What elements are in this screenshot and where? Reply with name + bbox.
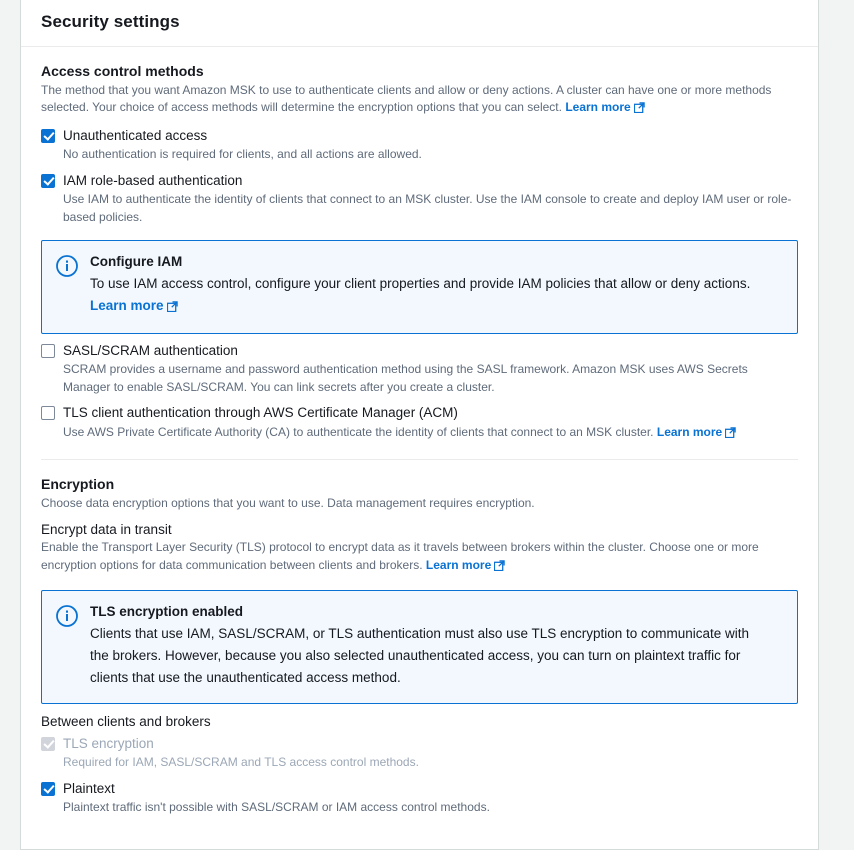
external-link-icon <box>494 559 505 576</box>
checkbox-tls-client-authentication-label: TLS client authentication through AWS Certificate Manager (ACM) <box>63 405 458 421</box>
checkbox-tls-encryption <box>41 737 55 751</box>
tls-client-authentication-learn-more-link[interactable]: Learn more <box>656 424 723 439</box>
checkbox-plaintext-text <box>63 780 798 817</box>
encryption-title: Encryption <box>41 476 115 493</box>
checkbox-unauthenticated-access-description: No authentication is required for clients, and all actions are allowed. <box>63 147 422 162</box>
checkbox-plaintext[interactable] <box>41 782 55 796</box>
checkbox-plaintext-label: Plaintext <box>63 780 115 796</box>
external-link-icon <box>725 426 736 443</box>
access-control-description <box>41 82 793 119</box>
access-control-learn-more-link[interactable]: Learn more <box>565 100 631 115</box>
checkbox-sasl-scram-authentication-description: SCRAM provides a username and password authentication method using the SASL framework. Amazon MSK uses AWS Secrets Manager to enable SASL/SCRAM. You can link secrets after you create a cluster. <box>63 362 748 394</box>
checkbox-row-tls-client-authentication[interactable] <box>41 404 798 443</box>
encryption-learn-more-link[interactable]: Learn more <box>425 557 492 572</box>
tls-encryption-info-alert <box>41 590 798 704</box>
checkbox-tls-client-authentication[interactable] <box>41 406 55 420</box>
configure-iam-learn-more-link[interactable]: Learn more <box>90 297 164 313</box>
tls-encryption-alert-title: TLS encryption enabled <box>90 604 244 620</box>
checkbox-iam-role-based-authentication[interactable] <box>41 174 55 188</box>
configure-iam-alert-body <box>90 254 783 319</box>
checkbox-sasl-scram-authentication-label: SASL/SCRAM authentication <box>63 342 238 358</box>
checkbox-tls-client-authentication-text <box>63 404 798 443</box>
encrypt-data-in-transit-description-text: Enable the Transport Layer Security (TLS) protocol to encrypt data as it travels between brokers within the cluster. Choose one or more encryption options for data communication between clients and brokers. <box>41 540 759 572</box>
info-icon <box>56 255 78 277</box>
security-settings-panel <box>20 0 819 850</box>
configure-iam-alert-message: To use IAM access control, configure your client properties and provide IAM policies that allow or deny actions. <box>90 276 751 292</box>
checkbox-sasl-scram-authentication[interactable] <box>41 344 55 358</box>
checkbox-sasl-scram-authentication-text <box>63 342 798 396</box>
checkbox-iam-role-based-authentication-text <box>63 172 798 226</box>
page-title: Security settings <box>41 12 180 31</box>
checkbox-tls-encryption-description: Required for IAM, SASL/SCRAM and TLS access control methods. <box>63 755 419 770</box>
external-link-icon <box>167 297 178 319</box>
checkbox-tls-encryption-text <box>63 735 798 772</box>
tls-encryption-alert-text: Clients that use IAM, SASL/SCRAM, or TLS authentication must also use TLS encryption to communicate with the brokers. However, because you also selected unauthenticated access, you can turn on plaintext traffic for clients that use the unauthenticated access method. <box>90 626 750 685</box>
checkbox-unauthenticated-access-label: Unauthenticated access <box>63 127 208 143</box>
checkbox-unauthenticated-access[interactable] <box>41 129 55 143</box>
checkbox-tls-client-authentication-description-text: Use AWS Private Certificate Authority (CA) to authenticate the identity of clients that connect to an MSK cluster. <box>63 424 654 439</box>
checkbox-row-iam-role-based-authentication[interactable] <box>41 172 798 226</box>
panel-header <box>21 0 818 47</box>
checkbox-row-plaintext[interactable] <box>41 780 798 817</box>
access-control-description-text: The method that you want Amazon MSK to use to authenticate clients and allow or deny actions. A cluster can have one or more methods selected. Your choice of access methods will determine the encryption options that you can select. <box>41 83 772 115</box>
access-control-section <box>21 47 818 460</box>
checkbox-tls-client-authentication-description <box>63 424 798 443</box>
checkbox-unauthenticated-access-text <box>63 127 798 164</box>
checkbox-row-tls-encryption <box>41 735 798 772</box>
checkbox-iam-role-based-authentication-label: IAM role-based authentication <box>63 172 243 188</box>
checkbox-plaintext-description: Plaintext traffic isn't possible with SASL/SCRAM or IAM access control methods. <box>63 800 490 815</box>
access-control-title: Access control methods <box>41 63 204 79</box>
tls-encryption-alert-body <box>90 604 783 689</box>
checkbox-iam-role-based-authentication-description: Use IAM to authenticate the identity of clients that connect to an MSK cluster. Use the IAM console to create and deploy IAM user or role-based policies. <box>63 192 792 224</box>
encryption-description: Choose data encryption options that you want to use. Data management requires encryption. <box>41 496 535 511</box>
configure-iam-info-alert <box>41 240 798 334</box>
info-icon <box>56 605 78 627</box>
encrypt-data-in-transit-description <box>41 539 793 576</box>
encryption-section <box>21 460 818 831</box>
encrypt-data-in-transit-title: Encrypt data in transit <box>41 522 172 538</box>
checkbox-row-sasl-scram-authentication[interactable] <box>41 342 798 396</box>
checkbox-tls-encryption-label: TLS encryption <box>63 735 154 751</box>
between-clients-and-brokers-title: Between clients and brokers <box>41 713 211 729</box>
external-link-icon <box>634 101 645 118</box>
configure-iam-alert-text <box>90 273 770 319</box>
configure-iam-alert-title: Configure IAM <box>90 254 183 270</box>
checkbox-row-unauthenticated-access[interactable] <box>41 127 798 164</box>
section-bottom-spacer <box>41 817 798 831</box>
